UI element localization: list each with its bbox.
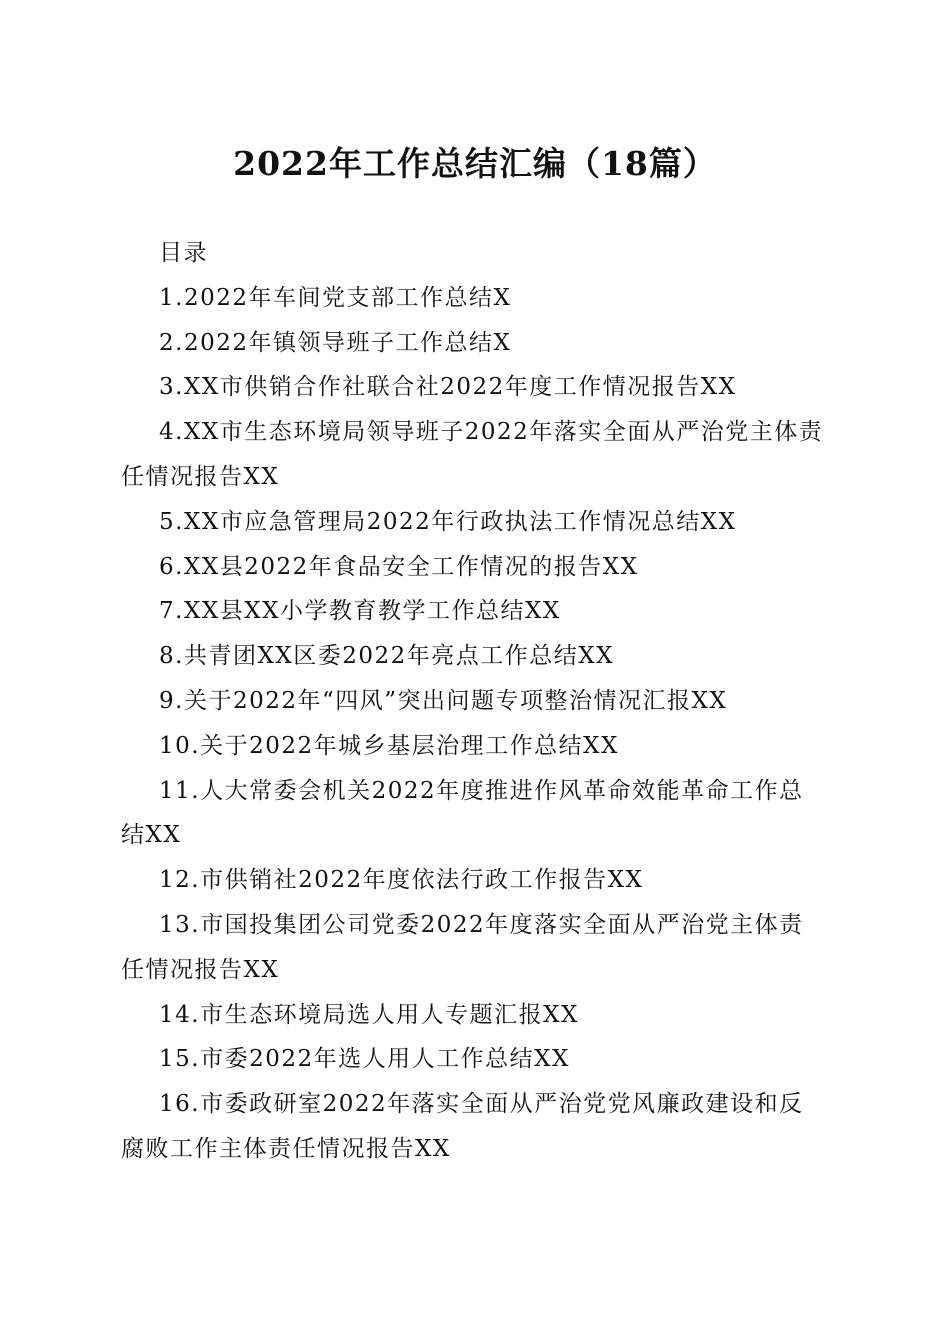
toc-item-9: 9.关于2022年“四风”突出问题专项整治情况汇报XX [159,687,728,714]
toc-item-2: 2.2022年镇领导班子工作总结X [159,329,512,356]
toc-item-5: 5.XX市应急管理局2022年行政执法工作情况总结XX [159,508,737,535]
toc-item-12: 12.市供销社2022年度依法行政工作报告XX [159,867,644,894]
toc-item-15: 15.市委2022年选人用人工作总结XX [159,1046,570,1073]
toc-item-6: 6.XX县2022年食品安全工作情况的报告XX [159,553,639,580]
toc-item-4: 4.XX市生态环境局领导班子2022年落实全面从严治党主体责任情况报告XX [121,419,824,490]
table-of-contents [121,231,824,1172]
toc-heading: 目录 [159,240,208,266]
toc-item-10: 10.关于2022年城乡基层治理工作总结XX [159,732,619,759]
toc-item-8: 8.共青团XX区委2022年亮点工作总结XX [159,643,614,670]
toc-item-1: 1.2022年车间党支部工作总结X [159,284,512,311]
document-title: 2022年工作总结汇编（18篇） [233,144,717,183]
toc-item-7: 7.XX县XX小学教育教学工作总结XX [159,598,561,625]
toc-item-3: 3.XX市供销合作社联合社2022年度工作情况报告XX [159,374,737,401]
toc-item-13: 13.市国投集团公司党委2022年度落实全面从严治党主体责任情况报告XX [121,911,804,983]
toc-item-16: 16.市委政研室2022年落实全面从严治党党风廉政建设和反腐败工作主体责任情况报告XX [121,1091,804,1162]
toc-item-14: 14.市生态环境局选人用人专题汇报XX [159,1001,579,1028]
toc-item-11: 11.人大常委会机关2022年度推进作风革命效能革命工作总结XX [121,777,804,849]
